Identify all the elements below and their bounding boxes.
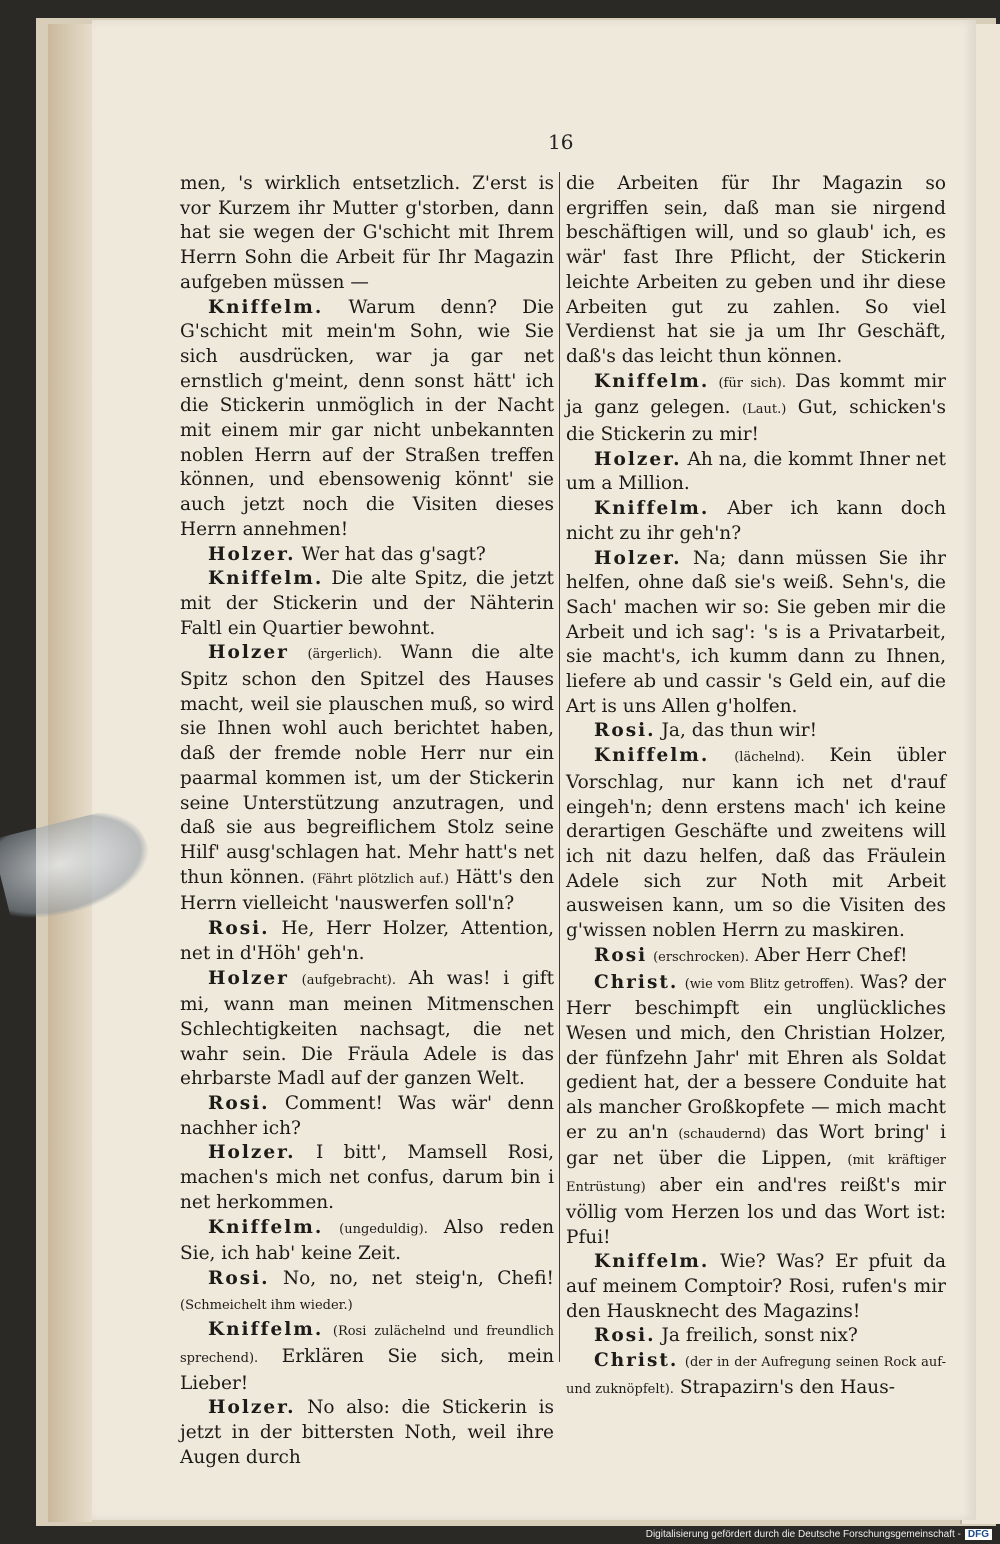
stage-direction: (ärgerlich). bbox=[307, 647, 382, 663]
paragraph bbox=[180, 1092, 554, 1141]
dialogue-text: Strapazirn's den Haus- bbox=[679, 1376, 895, 1398]
dialogue-text: Das kommt mir ja ganz gelegen. bbox=[566, 370, 946, 419]
paragraph bbox=[566, 1349, 946, 1402]
stage-direction: (lächelnd). bbox=[734, 750, 805, 766]
paragraph bbox=[566, 719, 946, 744]
dialogue-text: Warum denn? Die G'schicht mit mein'm Sohn, wie Sie sich ausdrücken, war ja gar net ernstlich g'meint, denn sonst hätt' ich die Stickerin unmöglich in der Nacht mit einem mir gar nicht unbekannten noblen Herrn auf der Straßen treffen können, und ebensowenig könnt' sie auch jetzt noch die Visiten dieses Herrn annehmen! bbox=[180, 296, 554, 540]
dialogue-text: Wer hat das g'sagt? bbox=[301, 543, 486, 565]
dialogue-text: Ah na, die kommt Ihner net um a Million. bbox=[566, 448, 946, 495]
dialogue-text: Na; dann müssen Sie ihr helfen, ohne daß sie's weiß. Sehn's, die Sach' machen wir so: Sie geben mir die Arbeit und ich sag': 's is a Privatarbeit, sie macht's, ich kumm dann zu Ihnen, liefere ab und cassir 's Geld ein, auf die Art is uns Allen g'holfen. bbox=[566, 547, 946, 717]
dialogue-text: Was? der Herr beschimpft ein unglückliches Wesen und mich, den Christian Holzer, der fünfzehn Jahr' mit Ehren als Soldat gedient hat, der a bessere Conduite hat als mancher Großkopfete — mich macht er zu an'n bbox=[566, 971, 946, 1143]
speaker-name: Kniffelm. bbox=[208, 296, 324, 318]
left-text-column bbox=[180, 172, 554, 1471]
dialogue-text: Erklären Sie sich, mein Lieber! bbox=[180, 1346, 555, 1394]
dialogue-text: men, 's wirklich entsetzlich. Z'erst is vor Kurzem ihr Mutter g'storben, dann hat sie wegen der G'schicht mit Ihrem Herrn Sohn die Arbeit für Ihr Magazin aufgeben müssen — bbox=[180, 173, 554, 293]
speaker-name: Kniffelm. bbox=[208, 1319, 324, 1341]
paragraph bbox=[180, 567, 554, 641]
speaker-name: Rosi. bbox=[594, 720, 656, 742]
paragraph bbox=[180, 1141, 554, 1215]
dialogue-text: Ah was! i gift mi, wann man meinen Mitmenschen Schlechtigkeiten nachsagt, die net wahr sein. Die Fräula Adele is das ehrbarste Madl auf der ganzen Welt. bbox=[180, 967, 555, 1090]
speaker-name: Christ. bbox=[594, 1350, 679, 1372]
dialogue-text: das Wort bring' i gar net über die Lippen, bbox=[566, 1121, 946, 1170]
stage-direction: (ungeduldig). bbox=[339, 1221, 428, 1237]
speaker-name: Rosi bbox=[594, 944, 648, 966]
stage-direction: (Laut.) bbox=[742, 402, 787, 418]
speaker-name: Holzer. bbox=[208, 1142, 296, 1164]
paragraph bbox=[566, 744, 946, 944]
page-edge-shadow bbox=[48, 24, 92, 1522]
dialogue-text: Hätt's den Herrn vielleicht 'nauswerfen soll'n? bbox=[180, 866, 555, 915]
dialogue-text: Aber Herr Chef! bbox=[754, 944, 908, 966]
paragraph bbox=[180, 172, 554, 296]
paragraph bbox=[566, 497, 946, 546]
dfg-logo: DFG bbox=[965, 1529, 992, 1540]
digitization-footer bbox=[646, 1529, 992, 1540]
speaker-name: Rosi. bbox=[208, 918, 270, 940]
dialogue-text: Wie? Was? Er pfuit da auf meinem Comptoir? Rosi, rufen's mir den Hausknecht des Magazins! bbox=[566, 1251, 946, 1322]
speaker-name: Kniffelm. bbox=[594, 370, 710, 392]
speaker-name: Rosi. bbox=[208, 1093, 270, 1115]
dialogue-text: Ja, das thun wir! bbox=[661, 720, 818, 742]
stage-direction: (Schmeichelt ihm wieder.) bbox=[180, 1297, 353, 1313]
speaker-name: Holzer. bbox=[594, 448, 682, 470]
dialogue-text: die Arbeiten für Ihr Magazin so ergriffen sein, daß man sie nirgend beschäftigen will, und so glaub' ich, es wär' fast Ihre Pflicht, der Stickerin leichte Arbeiten zu geben und ihr diese Arbeiten gut zu zahlen. So viel Verdienst hat sie ja um Ihr Geschäft, daß's das leicht thun können. bbox=[566, 173, 946, 367]
stage-direction: (Fährt plötzlich auf.) bbox=[311, 871, 449, 887]
dialogue-text: Gut, schicken's die Stickerin zu mir! bbox=[566, 397, 946, 446]
dialogue-text: aber ein and'res reißt's mir völlig vom Herzen los und das Wort ist: Pfui! bbox=[566, 1175, 946, 1248]
stage-direction: (für sich). bbox=[718, 375, 787, 391]
speaker-name: Holzer bbox=[208, 642, 289, 664]
speaker-name: Holzer bbox=[208, 967, 289, 989]
dialogue-text: Also reden Sie, ich hab' keine Zeit. bbox=[180, 1216, 554, 1265]
dialogue-text: No, no, net steig'n, Chefi! bbox=[282, 1267, 554, 1289]
dialogue-text: Wann die alte Spitz schon den Spitzel des Hauses macht, weil sie plauschen muß, so wird sie Ihnen wohl auch berichtet haben, daß der fremde noble Herr nur ein paarmal kommen ist, um der Stickerin seine Unterstützung anzutragen, und daß sie aus begreiflichem Stolz seine Hilf' ausg'schlagen hat. Mehr hatt's net thun können. bbox=[180, 642, 554, 888]
paragraph bbox=[566, 1250, 946, 1324]
footer-credit: Digitalisierung gefördert durch die Deutsche Forschungsgemeinschaft - bbox=[645, 1529, 961, 1540]
dialogue-text: Kein übler Vorschlag, nur kann ich net d'rauf eingeh'n; denn erstens mach' ich keine derartigen Geschäfte und zweitens will ich nit dazu helfen, daß das Fräulein Adele sich zur Noth mit Arbeit ausweisen kann, um so die Visiten des g'wissen noblen Herrn zu maskiren. bbox=[566, 745, 947, 942]
paragraph bbox=[566, 1324, 946, 1349]
stage-direction: (erschrocken). bbox=[653, 949, 749, 965]
paragraph bbox=[566, 547, 946, 720]
speaker-name: Christ. bbox=[594, 971, 679, 993]
column-divider bbox=[559, 172, 560, 1362]
paragraph bbox=[180, 641, 554, 917]
right-text-column bbox=[566, 172, 946, 1402]
speaker-name: Rosi. bbox=[594, 1325, 656, 1347]
paragraph bbox=[180, 1216, 554, 1267]
speaker-name: Kniffelm. bbox=[208, 1216, 324, 1238]
paragraph bbox=[180, 1396, 554, 1470]
paragraph bbox=[180, 917, 554, 966]
speaker-name: Holzer. bbox=[208, 543, 296, 565]
paragraph bbox=[180, 543, 554, 568]
paragraph bbox=[180, 967, 554, 1093]
speaker-name: Holzer. bbox=[208, 1397, 296, 1419]
paragraph bbox=[180, 1267, 554, 1318]
stage-direction: (schaudernd) bbox=[678, 1126, 766, 1142]
stage-direction: (aufgebracht). bbox=[301, 972, 397, 988]
paragraph bbox=[566, 370, 946, 448]
dialogue-text: Die alte Spitz, die jetzt mit der Stickerin und der Nähterin Faltl ein Quartier bewohnt. bbox=[180, 568, 554, 639]
speaker-name: Rosi. bbox=[208, 1267, 270, 1289]
paragraph bbox=[566, 971, 946, 1251]
paragraph bbox=[566, 944, 946, 971]
dialogue-text: Ja freilich, sonst nix? bbox=[661, 1325, 858, 1347]
stage-direction: (der in der Aufregung seinen Rock auf- und zuknöpfelt). bbox=[566, 1355, 946, 1397]
paragraph bbox=[180, 296, 554, 543]
dialogue-text: He, Herr Holzer, Attention, net in d'Höh' geh'n. bbox=[180, 918, 554, 964]
stage-direction: (mit kräftiger Entrüstung) bbox=[566, 1153, 946, 1196]
speaker-name: Holzer. bbox=[594, 547, 682, 569]
speaker-name: Kniffelm. bbox=[208, 568, 324, 590]
speaker-name: Kniffelm. bbox=[594, 498, 710, 520]
stage-direction: (wie vom Blitz getroffen). bbox=[684, 976, 854, 992]
speaker-name: Kniffelm. bbox=[594, 1251, 710, 1273]
dialogue-text: No also: die Stickerin is jetzt in der bittersten Noth, weil ihre Augen durch bbox=[180, 1397, 554, 1468]
paragraph bbox=[180, 1318, 554, 1396]
paragraph bbox=[566, 448, 946, 497]
dialogue-text: Aber ich kann doch nicht zu ihr geh'n? bbox=[566, 498, 946, 544]
dialogue-text: Comment! Was wär' denn nachher ich? bbox=[180, 1093, 554, 1139]
paragraph bbox=[566, 172, 946, 370]
dialogue-text: I bitt', Mamsell Rosi, machen's mich net confus, darum bin i net herkommen. bbox=[180, 1142, 554, 1213]
stage-direction: (Rosi zulächelnd und freundlich sprechend). bbox=[180, 1324, 554, 1367]
page-number: 16 bbox=[548, 130, 574, 154]
speaker-name: Kniffelm. bbox=[594, 745, 710, 767]
